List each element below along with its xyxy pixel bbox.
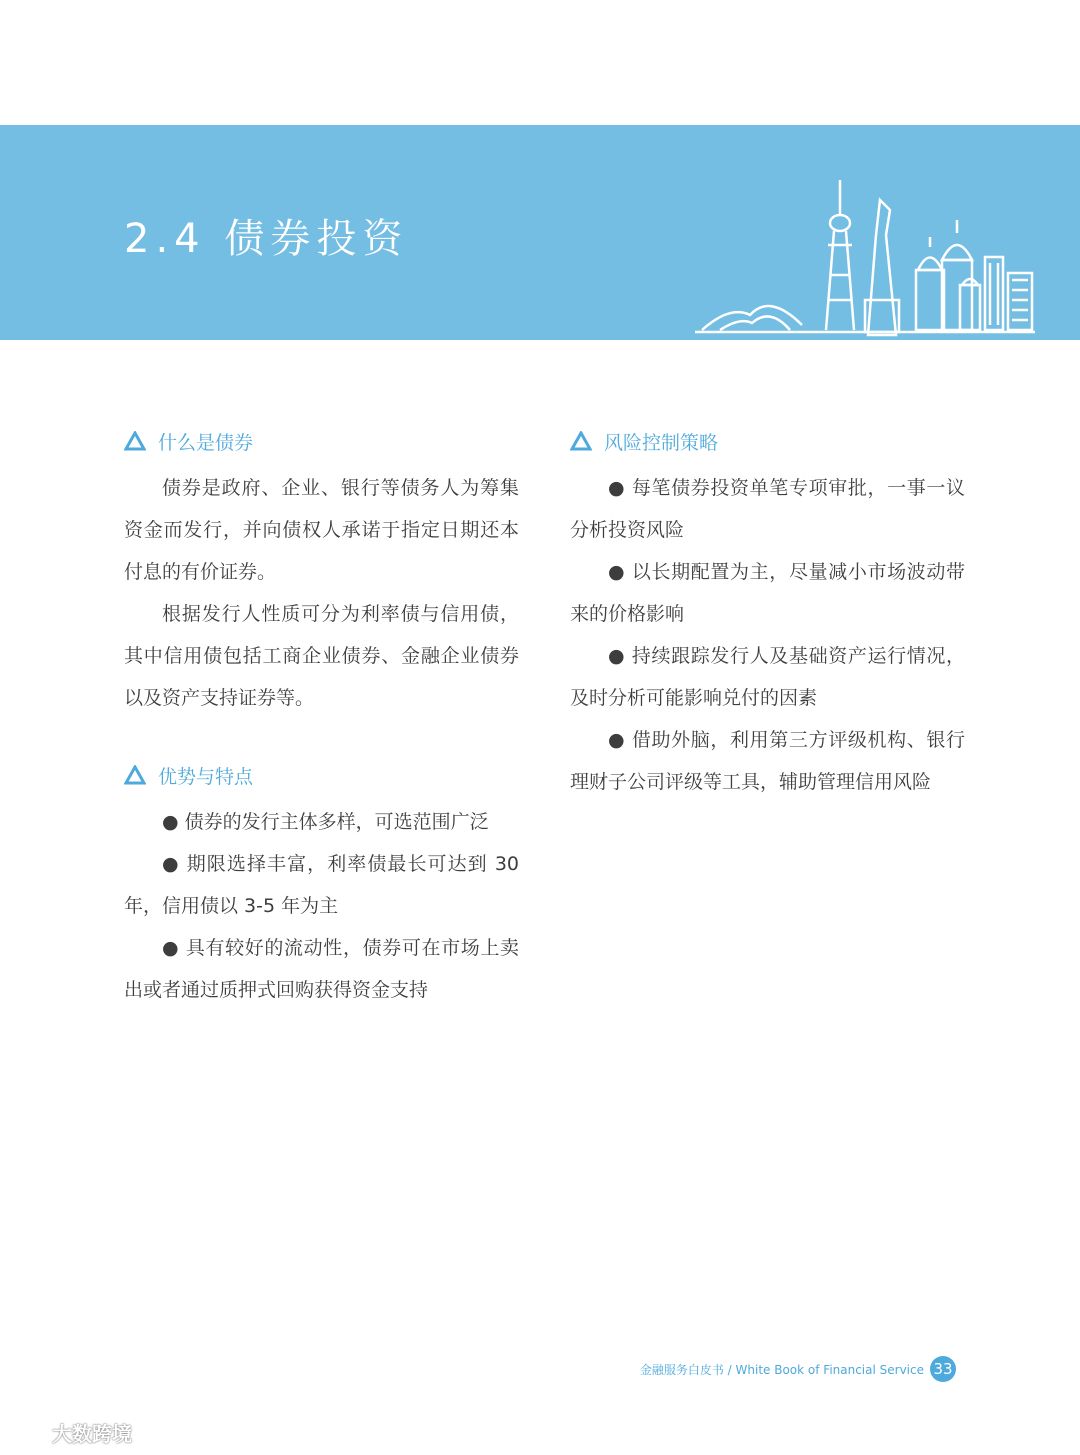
- section-heading-text: 什么是债券: [158, 431, 254, 454]
- bullet-item: ● 期限选择丰富，利率债最长可达到 30 年，信用债以 3-5 年为主: [124, 853, 519, 917]
- watermark: [8, 1418, 132, 1447]
- section-heading-text: 风险控制策略: [604, 431, 719, 454]
- section-heading-risk-control: [570, 425, 965, 457]
- bullet-item: ● 具有较好的流动性，债券可在市场上卖出或者通过质押式回购获得资金支持: [124, 937, 519, 1001]
- right-column: [570, 425, 965, 803]
- section-heading-text: 优势与特点: [158, 765, 254, 788]
- page-footer: [640, 1354, 956, 1384]
- watermark-text: 大数跨境: [52, 1422, 132, 1446]
- page-title: 2.4 债券投资: [124, 216, 409, 262]
- bullet-item: ● 债券的发行主体多样，可选范围广泛: [162, 811, 489, 833]
- left-column: [124, 425, 519, 1011]
- triangle-icon: [570, 431, 592, 451]
- triangle-icon: [124, 765, 146, 785]
- bullet-item: ● 每笔债券投资单笔专项审批，一事一议分析投资风险: [570, 477, 965, 541]
- triangle-icon: [124, 431, 146, 451]
- paragraph: 债券是政府、企业、银行等债务人为筹集资金而发行，并向债权人承诺于指定日期还本付息的有价证券。: [124, 477, 519, 583]
- section-heading-what-is-bond: [124, 425, 519, 457]
- city-skyline-illustration: [690, 175, 1040, 340]
- bullet-item: ● 以长期配置为主，尽量减小市场波动带来的价格影响: [570, 561, 965, 625]
- watermark-logo-icon: [8, 1419, 48, 1447]
- section-heading-advantages: [124, 759, 519, 791]
- paragraph: 根据发行人性质可分为利率债与信用债，其中信用债包括工商企业债券、金融企业债券以及资产支持证券等。: [124, 603, 519, 709]
- bullet-item: ● 持续跟踪发行人及基础资产运行情况，及时分析可能影响兑付的因素: [570, 645, 965, 709]
- page-number: 33: [930, 1356, 956, 1382]
- footer-text: 金融服务白皮书 / White Book of Financial Service: [639, 1362, 924, 1377]
- bullet-item: ● 借助外脑，利用第三方评级机构、银行理财子公司评级等工具，辅助管理信用风险: [570, 729, 965, 793]
- title-banner: [0, 125, 1080, 340]
